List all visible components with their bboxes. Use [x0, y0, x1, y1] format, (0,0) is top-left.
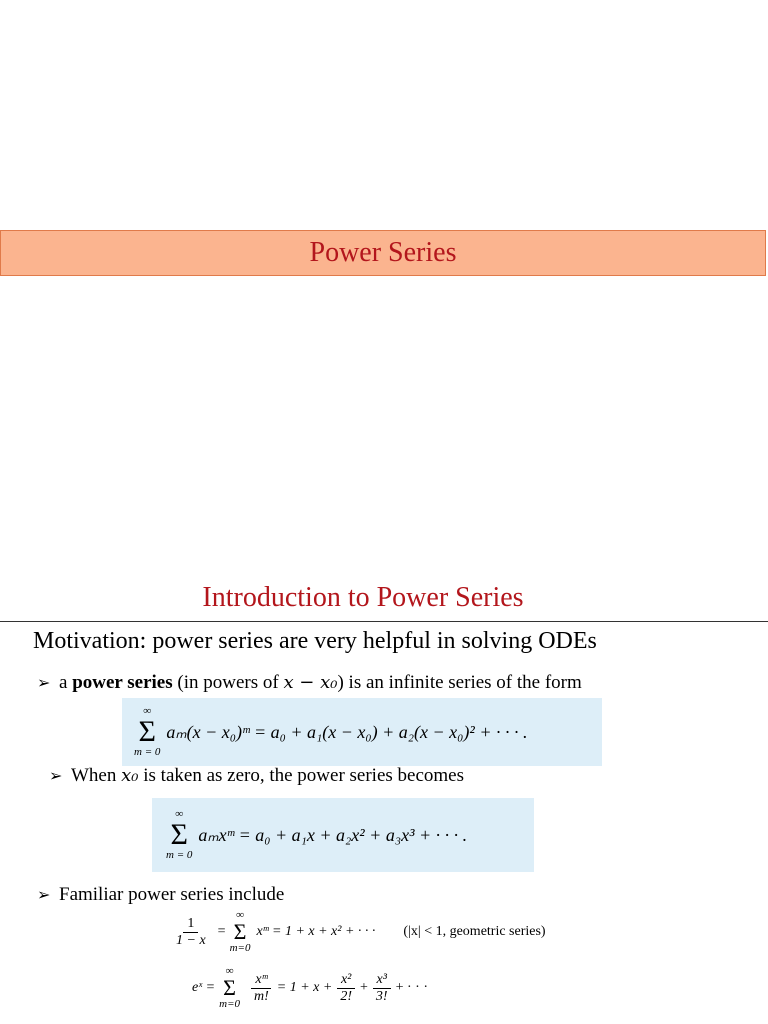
title-banner — [0, 230, 766, 276]
bullet-text: ) is an infinite series of the form — [337, 672, 582, 693]
summation-symbol: ∞ Σ m = 0 — [166, 808, 193, 861]
arrow-bullet-icon: ➢ — [49, 768, 63, 785]
formula-expression: aₘxᵐ = a₀ + a₁x + a₂x² + a₃x³ + · · · . — [198, 824, 468, 845]
arrow-bullet-icon: ➢ — [37, 887, 51, 904]
formula-note: (|x| < 1, geometric series) — [403, 924, 546, 939]
formula-maclaurin-series — [152, 798, 534, 872]
formula-expression: aₘ(x − x₀)ᵐ = a₀ + a₁(x − x₀) + a₂(x − x₀)² + · · · . — [166, 721, 528, 742]
formula-expression: xᵐ = 1 + x + x² + · · · — [256, 924, 376, 939]
fraction: $\frac{\text{x³}}{3!}$ — [372, 972, 392, 1004]
arrow-bullet-icon: ➢ — [37, 675, 51, 692]
bullet-text: is taken as zero, the power series becomes — [138, 765, 465, 786]
slide-1-title: Power Series — [309, 237, 457, 268]
bullet-x0-zero — [49, 765, 464, 787]
formula-lhs: eˣ = — [192, 980, 216, 995]
bullet-power-series-definition — [37, 672, 582, 694]
bullet-text: Familiar power series include — [59, 884, 285, 905]
fraction: $\frac{\text{xᵐ}}{m!}$ — [250, 972, 273, 1004]
summation-symbol: ∞ Σ m=0 — [229, 909, 251, 954]
slide-2-title: Introduction to Power Series — [202, 582, 524, 613]
formula-general-power-series — [122, 698, 602, 766]
bullet-familiar-series — [37, 884, 284, 906]
math-inline: x₀ — [121, 765, 139, 786]
bullet-text: a — [59, 672, 73, 693]
bullet-text: When — [71, 765, 122, 786]
formula-expression: = 1 + x + — [276, 980, 333, 995]
fraction: $\frac{\text{x²}}{2!}$ — [336, 972, 356, 1004]
formula-geometric-series: $\frac{1}{1 - x}$ = ∞ Σ m=0 xᵐ = 1 + x + x² + · · · (|x| < 1, geometric series) — [168, 910, 546, 954]
motivation-text: Motivation: power series are very helpful in solving ODEs — [33, 628, 597, 654]
bullet-text: (in powers of — [172, 672, 284, 693]
formula-tail: + · · · — [395, 980, 428, 995]
fraction: $\frac{1}{1 - x}$ — [176, 916, 206, 948]
summation-symbol: ∞ Σ m=0 — [219, 965, 240, 1010]
summation-symbol: ∞ Σ m = 0 — [134, 705, 161, 758]
title-divider — [0, 621, 768, 622]
math-inline: x − x₀ — [283, 672, 338, 693]
formula-exponential-series: eˣ = ∞ Σ m=0 $\frac{\text{xᵐ}}{m!}$ = 1 + x + $\frac{\text{x²}}{2!}$ + $\frac{\text{x³}}{3!}$ + · · · — [192, 965, 428, 1010]
bold-term: power series — [72, 672, 173, 693]
